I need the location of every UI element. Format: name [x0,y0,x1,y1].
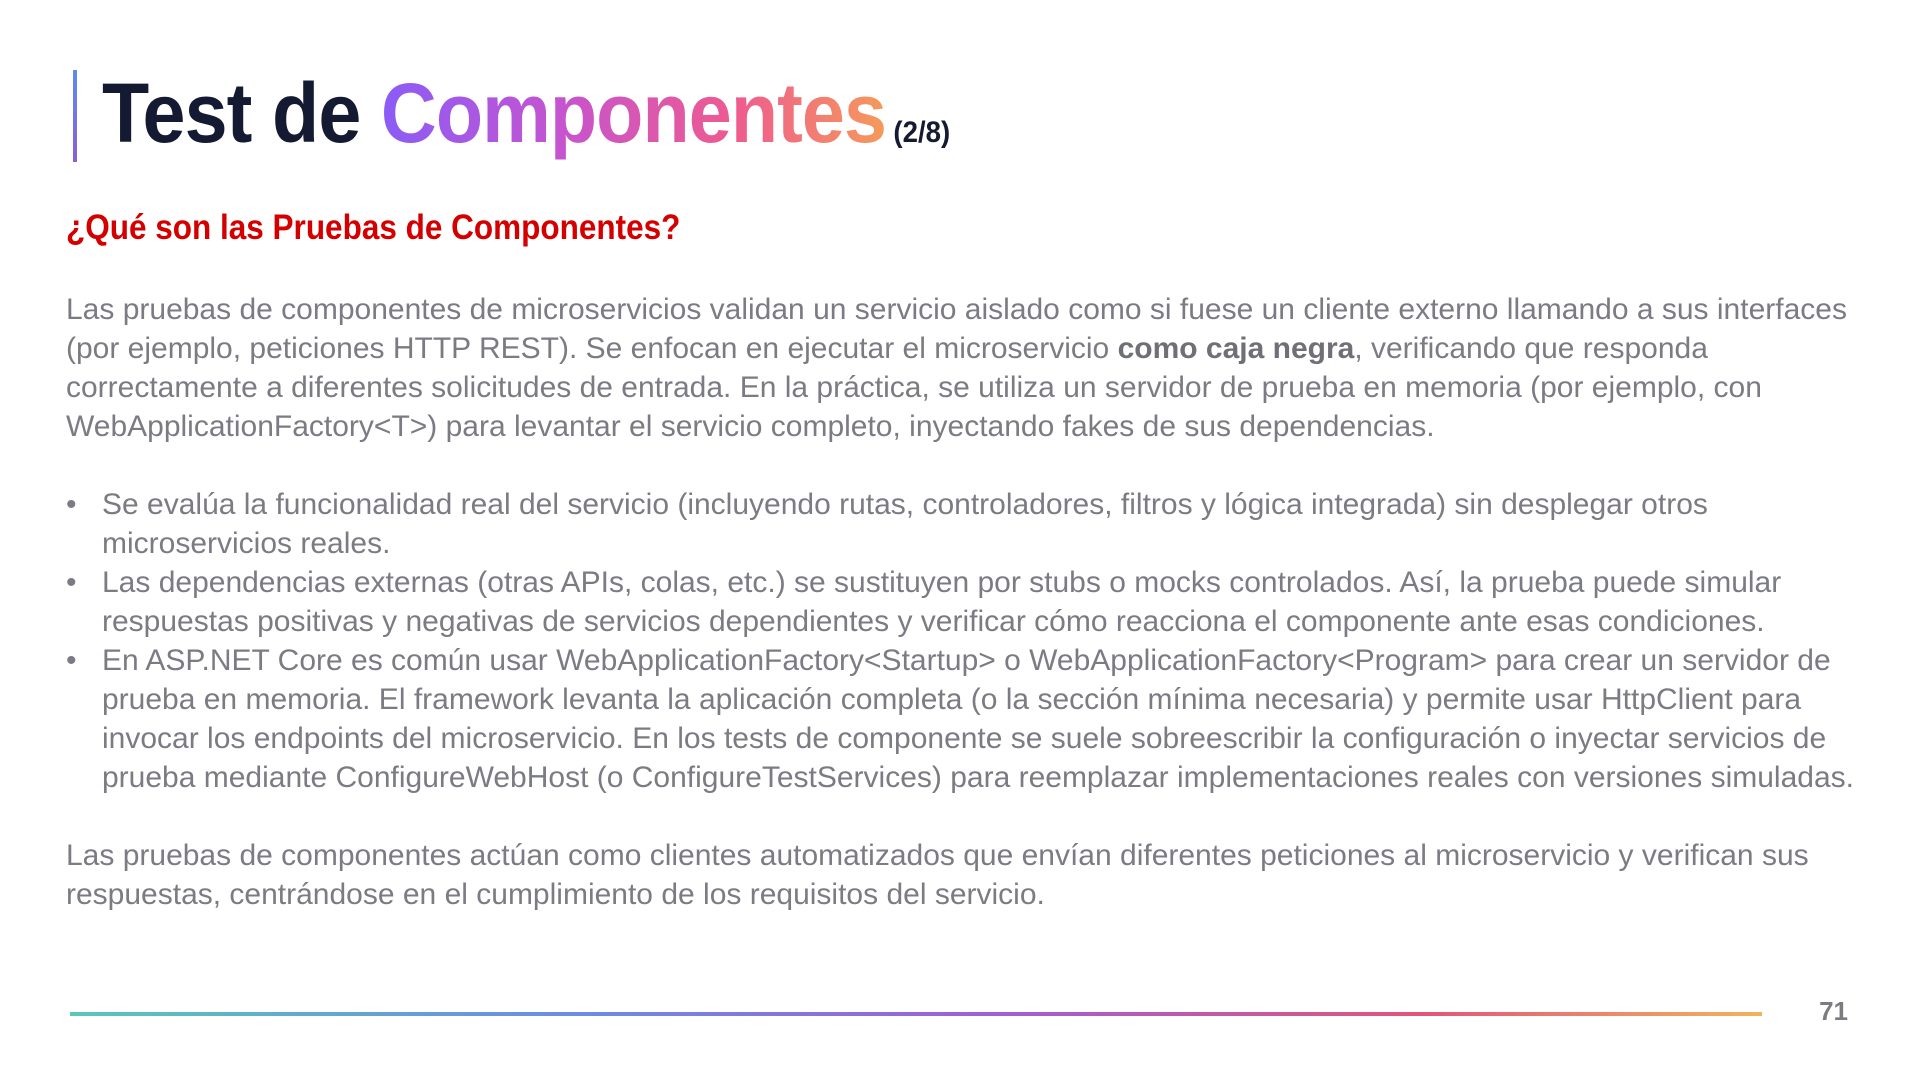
bottom-gradient-line [70,1012,1762,1016]
slide-counter: (2/8) [893,116,951,149]
intro-text-start: Las pruebas de componentes de microservicios validan un servicio aislado como si fuese un cliente externo llamando a sus interfaces (por ejemplo, peticiones HTTP REST). Se enfocan en ejecutar el microservicio [66,293,1847,365]
bullet-item: • Las dependencias externas (otras APIs, colas, etc.) se sustituyen por stubs o mocks controlados. Así, la prueba puede simular respuestas positivas y negativas de servicios dependientes y verificar cómo reacciona el componente ante esas condiciones. [102,563,1866,641]
intro-text-end: , verificando que responda correctamente a diferentes solicitudes de entrada. En la práctica, se utiliza un servidor de prueba en memoria (por ejemplo, con WebApplicationFactory<T>) para levantar el servicio completo, inyectando fakes de sus dependencias. [66,332,1762,443]
slide-title [102,58,950,188]
intro-paragraph [66,290,1866,446]
bullet-item: • En ASP.NET Core es común usar WebApplicationFactory<Startup> o WebApplicationFactory<Program> para crear un servidor de prueba en memoria. El framework levanta la aplicación completa (o la sección mínima necesaria) y permite usar HttpClient para invocar los endpoints del microservicio. En los tests de componente se suele sobreescribir la configuración o inyectar servicios de prueba mediante ConfigureWebHost (o ConfigureTestServices) para reemplazar implementaciones reales con versiones simuladas. [102,641,1866,797]
title-accent-bar [73,70,77,162]
title-text: Test de [102,66,381,160]
bullet-list [66,485,1866,797]
page-number: 71 [1819,996,1848,1026]
intro-bold-text: como caja negra [1117,332,1355,365]
title-highlight: Componentes [380,66,887,160]
section-subtitle: ¿Qué son las Pruebas de Componentes? [66,208,681,247]
bullet-item: • Se evalúa la funcionalidad real del servicio (incluyendo rutas, controladores, filtros y lógica integrada) sin desplegar otros microservicios reales. [102,485,1866,563]
conclusion-paragraph: Las pruebas de componentes actúan como clientes automatizados que envían diferentes peticiones al microservicio y verifican sus respuestas, centrándose en el cumplimiento de los requisitos del servicio. [66,839,1809,911]
slide-content [66,290,1866,914]
